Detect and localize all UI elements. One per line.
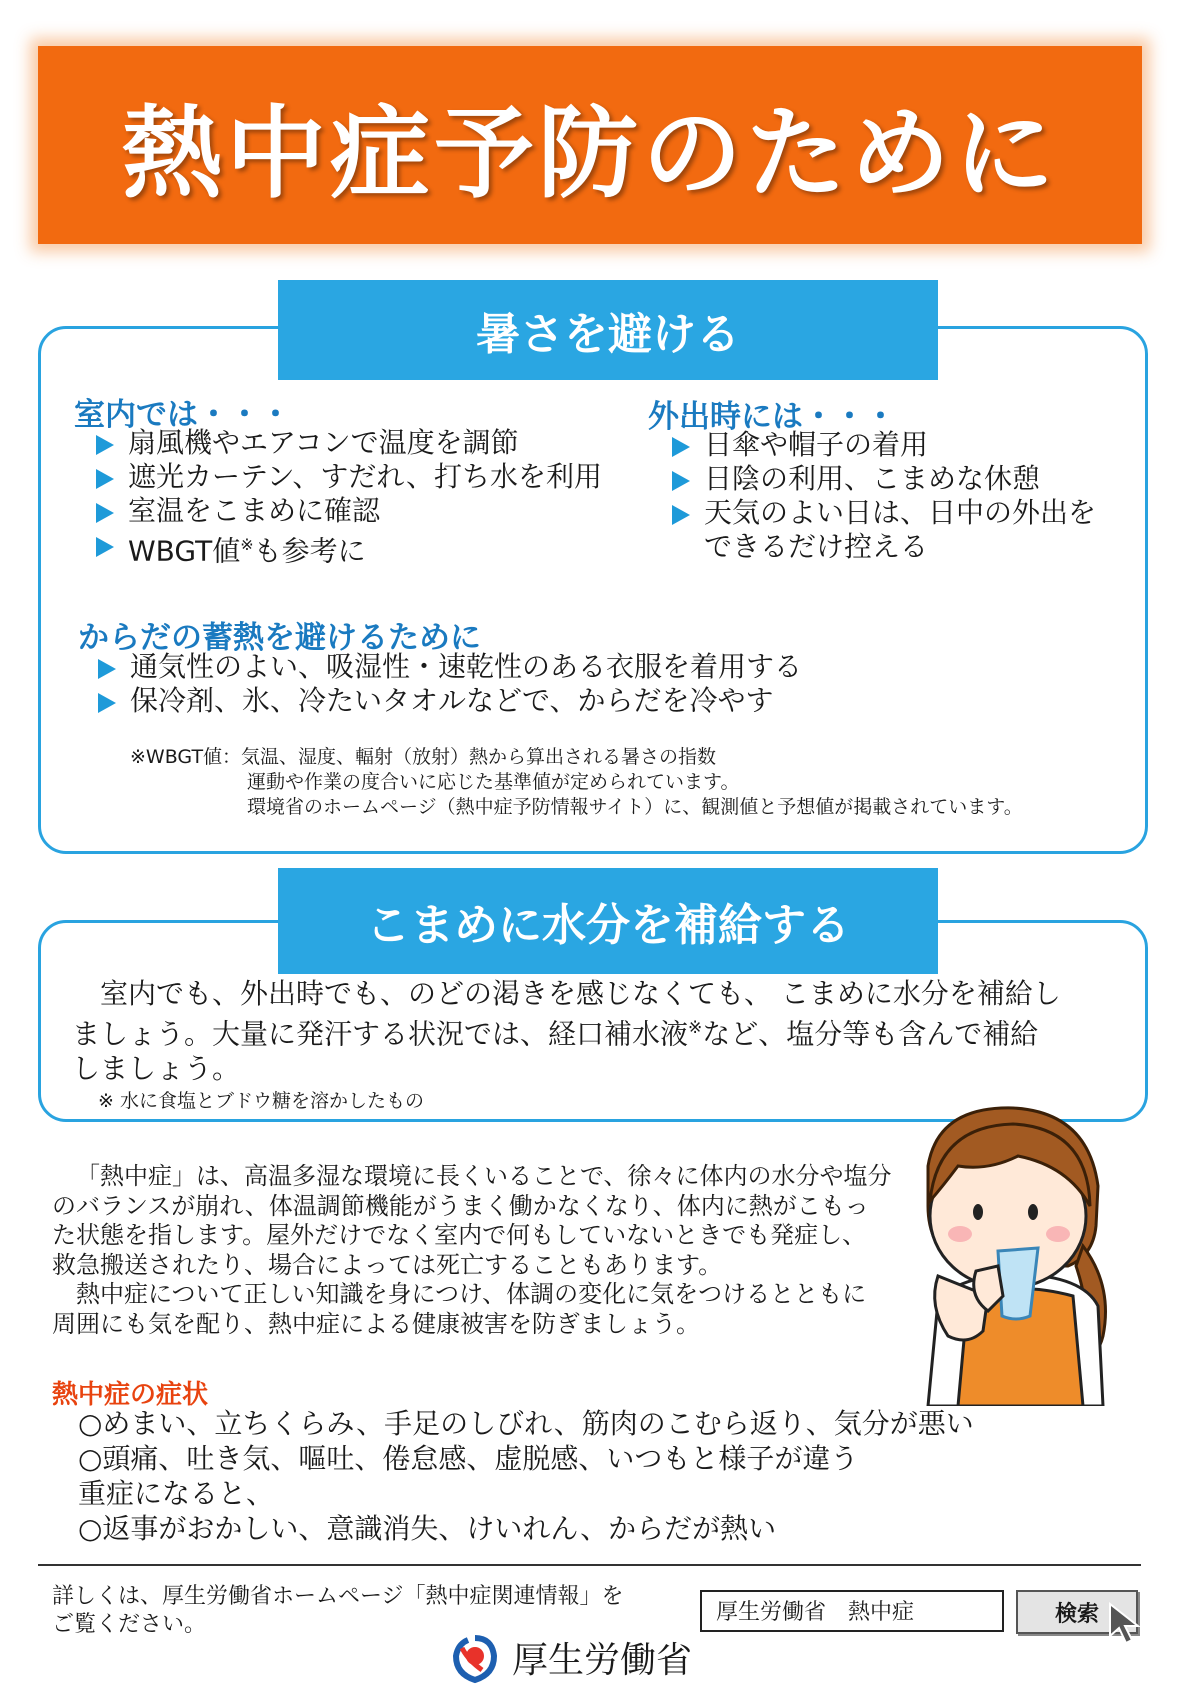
symptoms-title: 熱中症の症状: [52, 1380, 209, 1410]
symptom-line: ○返事がおかしい、意識消失、けいれん、からだが熱い: [78, 1512, 777, 1545]
note-line: 運動や作業の度合いに応じた基準値が定められています。: [247, 771, 740, 793]
paragraph-line: のバランスが崩れ、体温調節機能がうまく働かなくなり、体内に熱がこもっ: [52, 1191, 869, 1220]
wbgt-note: [130, 745, 1023, 820]
wbgt-label: WBGT値: [128, 534, 241, 568]
text-span: など、塩分等も含んで補給: [702, 1017, 1039, 1051]
page-title: 熱中症予防のために: [122, 95, 1058, 212]
ministry-name: 厚生労働省: [512, 1639, 693, 1681]
list-item: 保冷剤、氷、冷たいタオルなどで、からだを冷やす: [96, 684, 802, 718]
symptom-line: ○頭痛、吐き気、嘔吐、倦怠感、虚脱感、いつもと様子が違う: [78, 1442, 859, 1475]
list-item: 室温をこまめに確認: [94, 494, 602, 528]
list-item: 日傘や帽子の着用: [670, 428, 1096, 462]
hydration-heading: こまめに水分を補給する: [278, 868, 938, 974]
avoid-heat-heading: 暑さを避ける: [278, 280, 938, 380]
wbgt-mark: ※: [240, 535, 254, 554]
title-banner: [38, 46, 1142, 244]
body-heat-title: からだの蓄熱を避けるために: [78, 620, 481, 656]
outdoor-title: 外出時には・・・: [648, 399, 896, 435]
note-line: ※WBGT値：気温、湿度、輻射（放射）熱から算出される暑さの指数: [130, 746, 717, 768]
search-input[interactable]: 厚生労働省 熱中症: [700, 1590, 1004, 1632]
footer-line: ご覧ください。: [52, 1612, 207, 1637]
wbgt-suffix: も参考に: [253, 534, 366, 568]
paragraph-line: 「熱中症」は、高温多湿な環境に長くいることで、徐々に体内の水分や塩分: [76, 1162, 892, 1190]
list-item: 遮光カーテン、すだれ、打ち水を利用: [94, 460, 602, 494]
footer-divider: [38, 1564, 1141, 1566]
body-heat-list: [96, 650, 802, 718]
outdoor-list: [670, 428, 1096, 564]
indoor-title: 室内では・・・: [74, 397, 291, 433]
paragraph-line: 救急搬送されたり、場合によっては死亡することもあります。: [52, 1250, 723, 1279]
paragraph-line: 室内でも、外出時でも、のどの渇きを感じなくても、 こまめに水分を補給し: [100, 977, 1061, 1010]
mouse-cursor-icon: [1108, 1602, 1144, 1646]
paragraph-line: 周囲にも気を配り、熱中症による健康被害を防ぎましょう。: [52, 1309, 700, 1338]
text-span: ましょう。大量に発汗する状況では、経口補水液: [72, 1017, 689, 1051]
list-item: 天気のよい日は、日中の外出を: [670, 496, 1096, 530]
paragraph-line: しましょう。: [72, 1052, 241, 1086]
note-line: 環境省のホームページ（熱中症予防情報サイト）に、観測値と予想値が掲載されています。: [247, 796, 1023, 818]
list-item: [94, 528, 602, 568]
ministry-emblem-icon: [448, 1630, 502, 1684]
ors-note: ※ 水に食塩とブドウ糖を溶かしたもの: [98, 1090, 424, 1112]
symptom-line: ○めまい、立ちくらみ、手足のしびれ、筋肉のこむら返り、気分が悪い: [78, 1407, 974, 1440]
list-item: 通気性のよい、吸湿性・速乾性のある衣服を着用する: [96, 650, 802, 684]
list-item-continuation: できるだけ控える: [704, 530, 929, 563]
paragraph-line: た状態を指します。屋外だけでなく室内で何もしていないときでも発症し、: [52, 1221, 867, 1249]
paragraph-line: 熱中症について正しい知識を身につけ、体調の変化に気をつけるとともに: [76, 1280, 867, 1308]
indoor-list: [94, 426, 602, 568]
heatstroke-description: [52, 1162, 908, 1339]
symptoms-list: [78, 1406, 974, 1546]
paragraph-line: [72, 1011, 1061, 1051]
list-item: 日陰の利用、こまめな休憩: [670, 462, 1096, 496]
girl-drinking-illustration: [898, 1106, 1124, 1406]
footer-line: 詳しくは、厚生労働省ホームページ「熱中症関連情報」を: [52, 1584, 624, 1609]
ministry-logo: [448, 1630, 692, 1684]
list-item: 扇風機やエアコンで温度を調節: [94, 426, 602, 460]
symptom-line: 重症になると、: [78, 1477, 275, 1510]
search-button[interactable]: 検索: [1016, 1590, 1138, 1634]
ors-mark: ※: [688, 1018, 703, 1038]
hydration-text: [72, 976, 1061, 1086]
